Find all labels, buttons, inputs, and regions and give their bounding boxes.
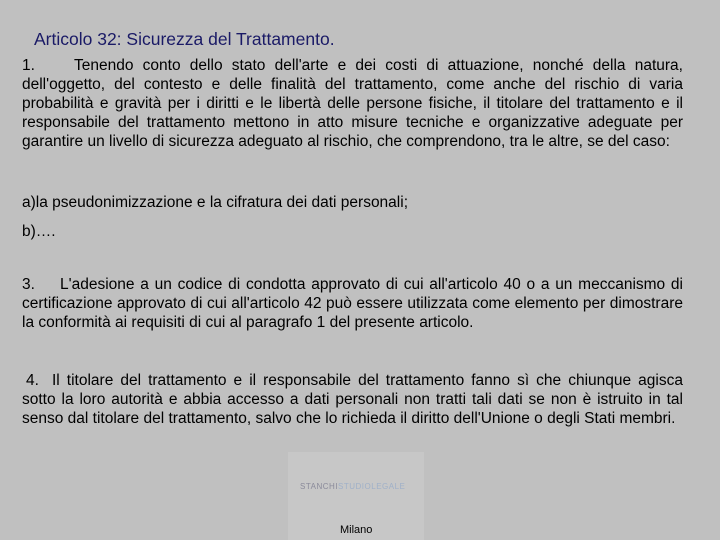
list-item-b: b)…. xyxy=(22,223,56,240)
paragraph-1-number: 1. xyxy=(22,57,35,74)
paragraph-3 xyxy=(22,275,683,332)
paragraph-4-text: Il titolare del trattamento e il responsabile del trattamento fanno sì che chiunque agisca sotto la loro autorità e abbia accesso a dati personali non tratti tali dati se non è istruito in tal senso dal titolare del trattamento, salvo che lo richieda il diritto dell'Unione o degli Stati membri. xyxy=(22,372,683,427)
slide-title: Articolo 32: Sicurezza del Trattamento. xyxy=(34,29,335,49)
paragraph-1 xyxy=(22,56,683,151)
footer-location: Milano xyxy=(340,524,373,536)
logo-text xyxy=(300,482,405,491)
list-item-a: a)la pseudonimizzazione e la cifratura dei dati personali; xyxy=(22,194,408,211)
paragraph-4-number: 4. xyxy=(26,372,39,389)
paragraph-3-text: L'adesione a un codice di condotta approvato di cui all'articolo 40 o a un meccanismo di certificazione approvato di cui all'articolo 42 può essere utilizzata come elemento per dimostrare la conformità ai requisiti di cui al paragrafo 1 del presente articolo. xyxy=(22,276,683,331)
paragraph-1-text: Tenendo conto dello stato dell'arte e dei costi di attuazione, nonché della natura, dell'oggetto, del contesto e delle finalità del trattamento, come anche del rischio di varia probabilità e gravità per i diritti e le libertà delle persone fisiche, il titolare del trattamento e il responsabile del trattamento mettono in atto misure tecniche e organizzative adeguate per garantire un livello di sicurezza adeguato al rischio, che comprendono, tra le altre, se del caso: xyxy=(22,57,683,150)
logo-text-part2: STUDIOLEGALE xyxy=(338,482,406,491)
paragraph-4 xyxy=(22,371,683,428)
logo-text-part1: STANCHI xyxy=(300,482,339,491)
paragraph-3-number: 3. xyxy=(22,276,35,293)
